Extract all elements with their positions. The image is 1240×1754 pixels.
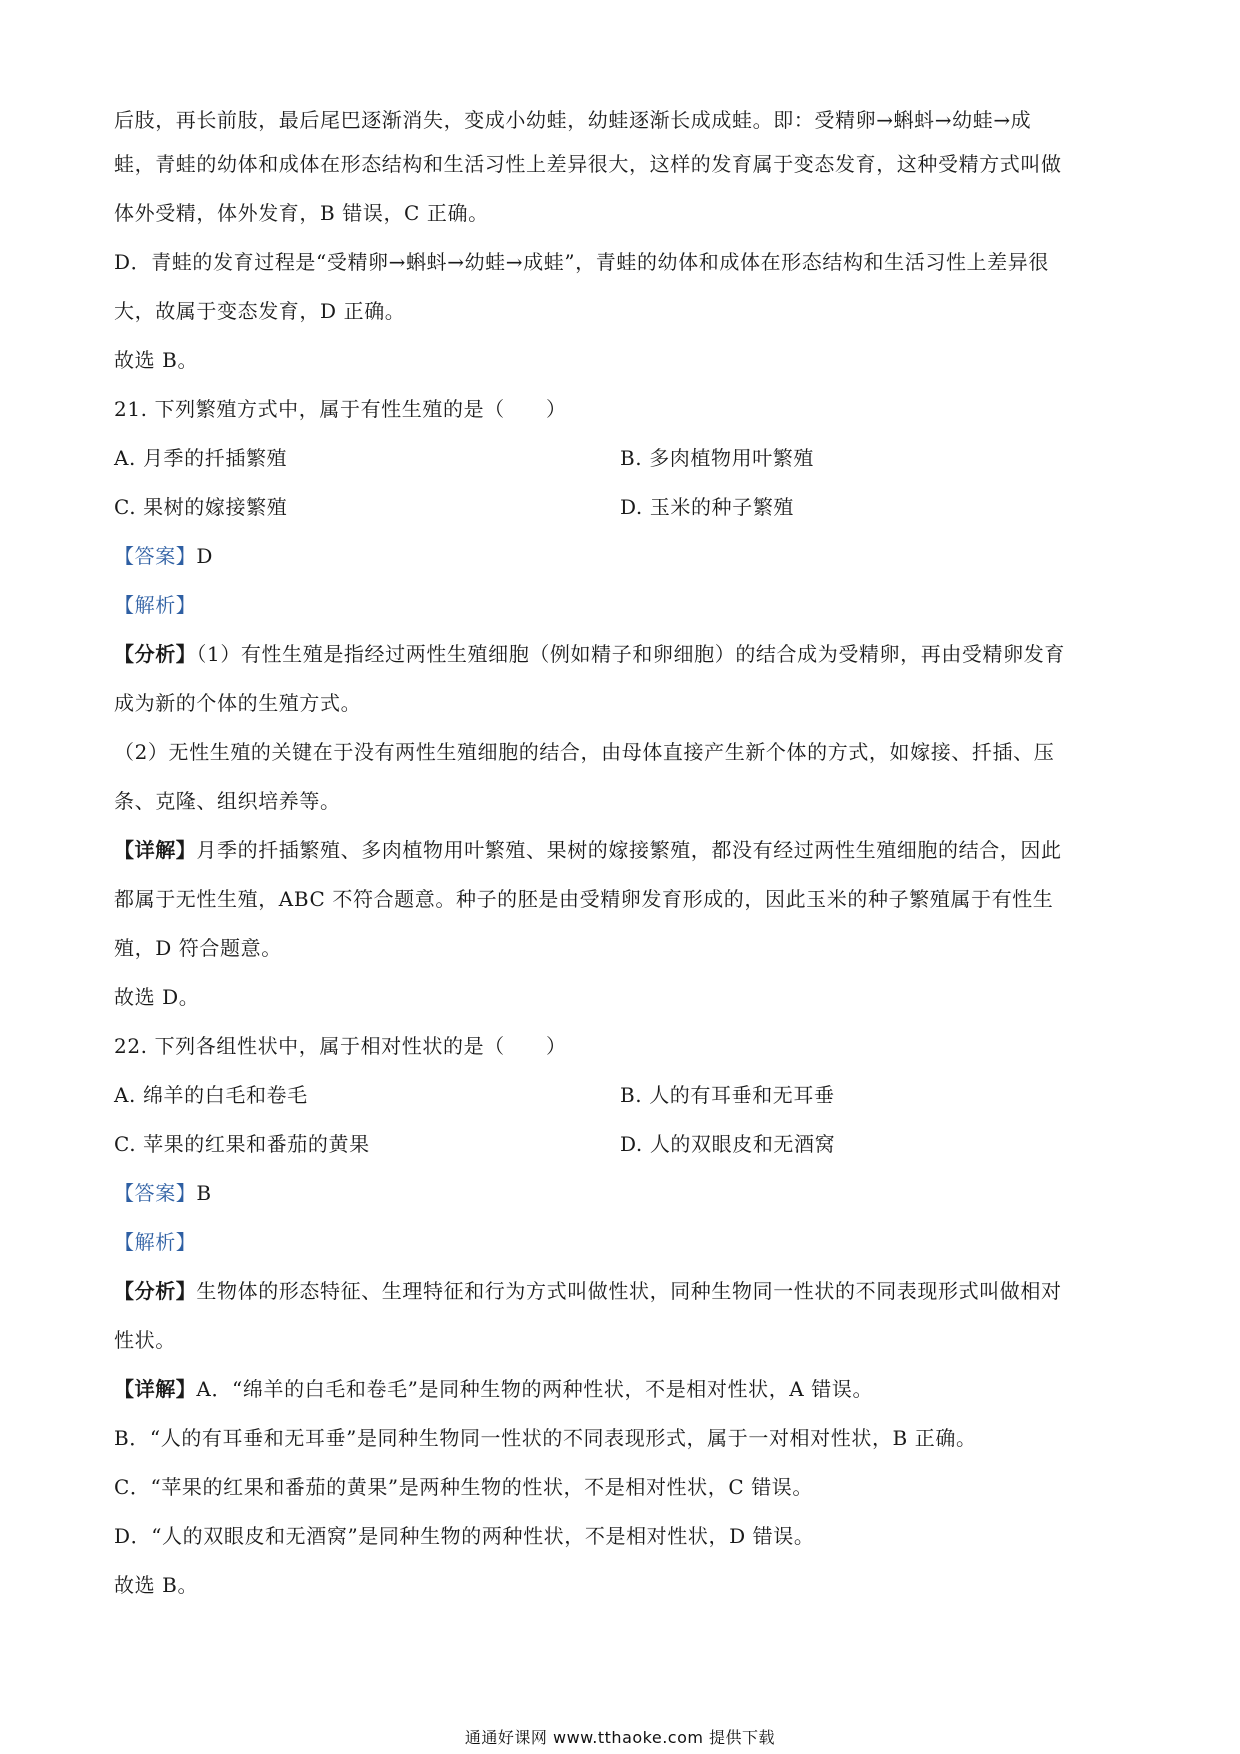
analysis-label: 【解析】 bbox=[114, 1230, 197, 1254]
option-b: B. 人的有耳垂和无耳垂 bbox=[620, 1083, 835, 1107]
question-21-options-row-1 bbox=[114, 434, 1124, 483]
xiangjie-text: 月季的扦插繁殖、多肉植物用叶繁殖、果树的嫁接繁殖，都没有经过两性生殖细胞的结合，因此 bbox=[196, 838, 1062, 862]
xiangjie-label: 【详解】 bbox=[114, 1377, 197, 1401]
analysis-line bbox=[114, 630, 1124, 679]
fenxi-label: 【分析】 bbox=[114, 1279, 197, 1303]
text-line: 后肢，再长前肢，最后尾巴逐渐消失，变成小幼蛙，幼蛙逐渐长成成蛙。即：受精卵→蝌蚪→幼蛙→成 bbox=[114, 108, 1032, 132]
analysis-heading bbox=[114, 1218, 1124, 1267]
answer-label: 【答案】 bbox=[114, 1181, 197, 1205]
question-22-options-row-2 bbox=[114, 1120, 1124, 1169]
text-line: 大，故属于变态发育，D 正确。 bbox=[114, 299, 406, 323]
xiangjie-label: 【详解】 bbox=[114, 838, 197, 862]
analysis-label: 【解析】 bbox=[114, 593, 197, 617]
question-22-stem: 22. 下列各组性状中，属于相对性状的是（ ） bbox=[114, 1034, 567, 1058]
conclusion-line: 故选 B。 bbox=[114, 1573, 199, 1597]
xiangjie-text: A．“绵羊的白毛和卷毛”是同种生物的两种性状，不是相对性状，A 错误。 bbox=[196, 1377, 874, 1401]
answer-value: D bbox=[196, 544, 214, 568]
conclusion-line: 故选 B。 bbox=[114, 348, 199, 372]
option-a: A. 绵羊的白毛和卷毛 bbox=[114, 1083, 308, 1107]
question-21-options-row-2 bbox=[114, 483, 1124, 532]
answer-line bbox=[114, 532, 1124, 581]
page-content bbox=[114, 100, 1124, 1610]
text-line: （2）无性生殖的关键在于没有两性生殖细胞的结合，由母体直接产生新个体的方式，如嫁接、扦插、压 bbox=[114, 740, 1055, 764]
option-b: B. 多肉植物用叶繁殖 bbox=[620, 446, 815, 470]
text-line: 成为新的个体的生殖方式。 bbox=[114, 691, 362, 715]
text-line: 殖，D 符合题意。 bbox=[114, 936, 282, 960]
detail-line bbox=[114, 1365, 1124, 1414]
answer-label: 【答案】 bbox=[114, 544, 197, 568]
question-21-stem: 21. 下列繁殖方式中，属于有性生殖的是（ ） bbox=[114, 397, 567, 421]
detail-line bbox=[114, 826, 1124, 875]
question-22-options-row-1 bbox=[114, 1071, 1124, 1120]
text-line: B．“人的有耳垂和无耳垂”是同种生物同一性状的不同表现形式，属于一对相对性状，B 正确。 bbox=[114, 1426, 977, 1450]
fenxi-text: （1）有性生殖是指经过两性生殖细胞（例如精子和卵细胞）的结合成为受精卵，再由受精卵发育 bbox=[196, 642, 1065, 666]
text-line: D．“人的双眼皮和无酒窝”是同种生物的两种性状，不是相对性状，D 错误。 bbox=[114, 1524, 815, 1548]
text-line: 条、克隆、组织培养等。 bbox=[114, 789, 341, 813]
option-c: C. 果树的嫁接繁殖 bbox=[114, 495, 288, 519]
option-d: D. 人的双眼皮和无酒窝 bbox=[620, 1132, 836, 1156]
text-line: 都属于无性生殖，ABC 不符合题意。种子的胚是由受精卵发育形成的，因此玉米的种子繁殖属于有性生 bbox=[114, 887, 1054, 911]
fenxi-label: 【分析】 bbox=[114, 642, 197, 666]
option-d: D. 玉米的种子繁殖 bbox=[620, 495, 795, 519]
page-footer: 通通好课网 www.tthaoke.com 提供下载 bbox=[464, 1728, 776, 1747]
text-line: 性状。 bbox=[114, 1328, 176, 1352]
answer-line bbox=[114, 1169, 1124, 1218]
analysis-heading bbox=[114, 581, 1124, 630]
conclusion-line: 故选 D。 bbox=[114, 985, 200, 1009]
option-c: C. 苹果的红果和番茄的黄果 bbox=[114, 1132, 370, 1156]
text-line: 蛙，青蛙的幼体和成体在形态结构和生活习性上差异很大，这样的发育属于变态发育，这种受精方式叫做 bbox=[114, 152, 1062, 176]
option-a: A. 月季的扦插繁殖 bbox=[114, 446, 288, 470]
text-line: 体外受精，体外发育，B 错误，C 正确。 bbox=[114, 201, 489, 225]
text-line: D．青蛙的发育过程是“受精卵→蝌蚪→幼蛙→成蛙”，青蛙的幼体和成体在形态结构和生活习性上差异很 bbox=[114, 250, 1049, 274]
fenxi-text: 生物体的形态特征、生理特征和行为方式叫做性状，同种生物同一性状的不同表现形式叫做相对 bbox=[196, 1279, 1062, 1303]
answer-value: B bbox=[196, 1181, 212, 1205]
analysis-line bbox=[114, 1267, 1124, 1316]
text-line: C．“苹果的红果和番茄的黄果”是两种生物的性状，不是相对性状，C 错误。 bbox=[114, 1475, 814, 1499]
